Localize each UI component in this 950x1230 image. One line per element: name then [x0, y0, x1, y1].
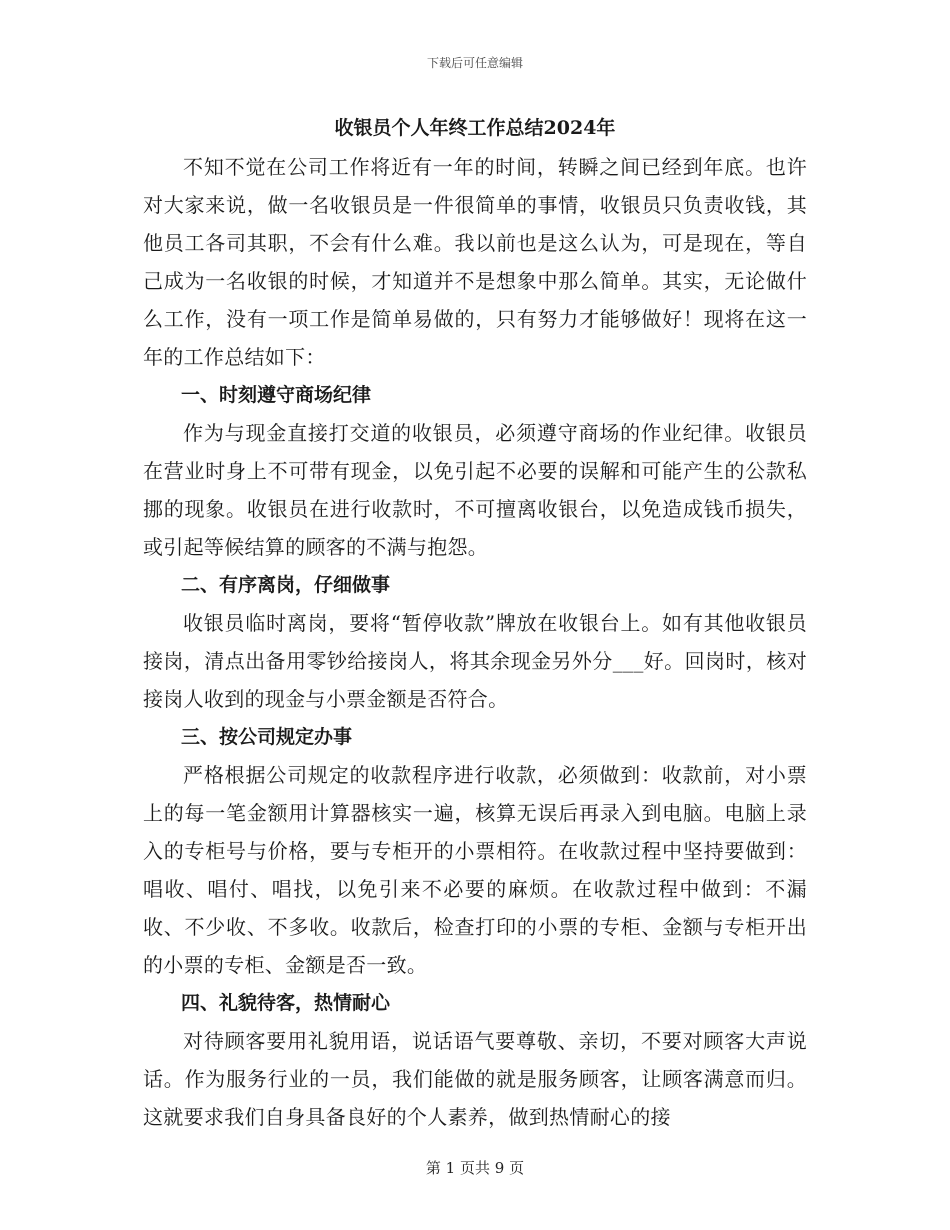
intro-paragraph: 不知不觉在公司工作将近有一年的时间，转瞬之间已经到年底。也许对大家来说，做一名收银员是一件很简单的事情，收银员只负责收钱，其他员工各司其职，不会有什么难。我以前也是这么认为，可是现在，等自己成为一名收银的时候，才知道并不是想象中那么简单。其实，无论做什么工作，没有一项工作是简单易做的，只有努力才能够做好！现将在这一年的工作总结如下：	[143, 155, 807, 369]
section-heading: 一、时刻遵守商场纪律	[181, 384, 372, 406]
section-heading: 二、有序离岗，仔细做事	[181, 574, 391, 596]
page-header: 下载后可任意编辑	[426, 56, 523, 70]
section-heading: 三、按公司规定办事	[181, 726, 353, 748]
document-title: 收银员个人年终工作总结2024年	[334, 117, 616, 139]
section-paragraph: 作为与现金直接打交道的收银员，必须遵守商场的作业纪律。收银员在营业时身上不可带有现金，以免引起不必要的误解和可能产生的公款私挪的现象。收银员在进行收款时，不可擅离收银台，以免造成钱币损失，或引起等候结算的顾客的不满与抱怨。	[143, 421, 807, 559]
page-footer: 第 1 页共 9 页	[425, 1159, 525, 1177]
section-heading: 四、礼貌待客，热情耐心	[181, 992, 391, 1014]
section-paragraph: 严格根据公司规定的收款程序进行收款，必须做到：收款前，对小票上的每一笔金额用计算器核实一遍，核算无误后再录入到电脑。电脑上录入的专柜号与价格，要与专柜开的小票相符。在收款过程中坚持要做到：唱收、唱付、唱找，以免引来不必要的麻烦。在收款过程中做到：不漏收、不少收、不多收。收款后，检查打印的小票的专柜、金额与专柜开出的小票的专柜、金额是否一致。	[143, 763, 807, 977]
section-paragraph: 收银员临时离岗，要将“暂停收款”牌放在收银台上。如有其他收银员接岗，清点出备用零钞给接岗人，将其余现金另外分___好。回岗时，核对接岗人收到的现金与小票金额是否符合。	[143, 611, 807, 711]
document-body	[143, 112, 807, 1136]
section-paragraph: 对待顾客要用礼貌用语，说话语气要尊敬、亲切，不要对顾客大声说话。作为服务行业的一员，我们能做的就是服务顾客，让顾客满意而归。这就要求我们自身具备良好的个人素养，做到热情耐心的接	[143, 1029, 807, 1129]
